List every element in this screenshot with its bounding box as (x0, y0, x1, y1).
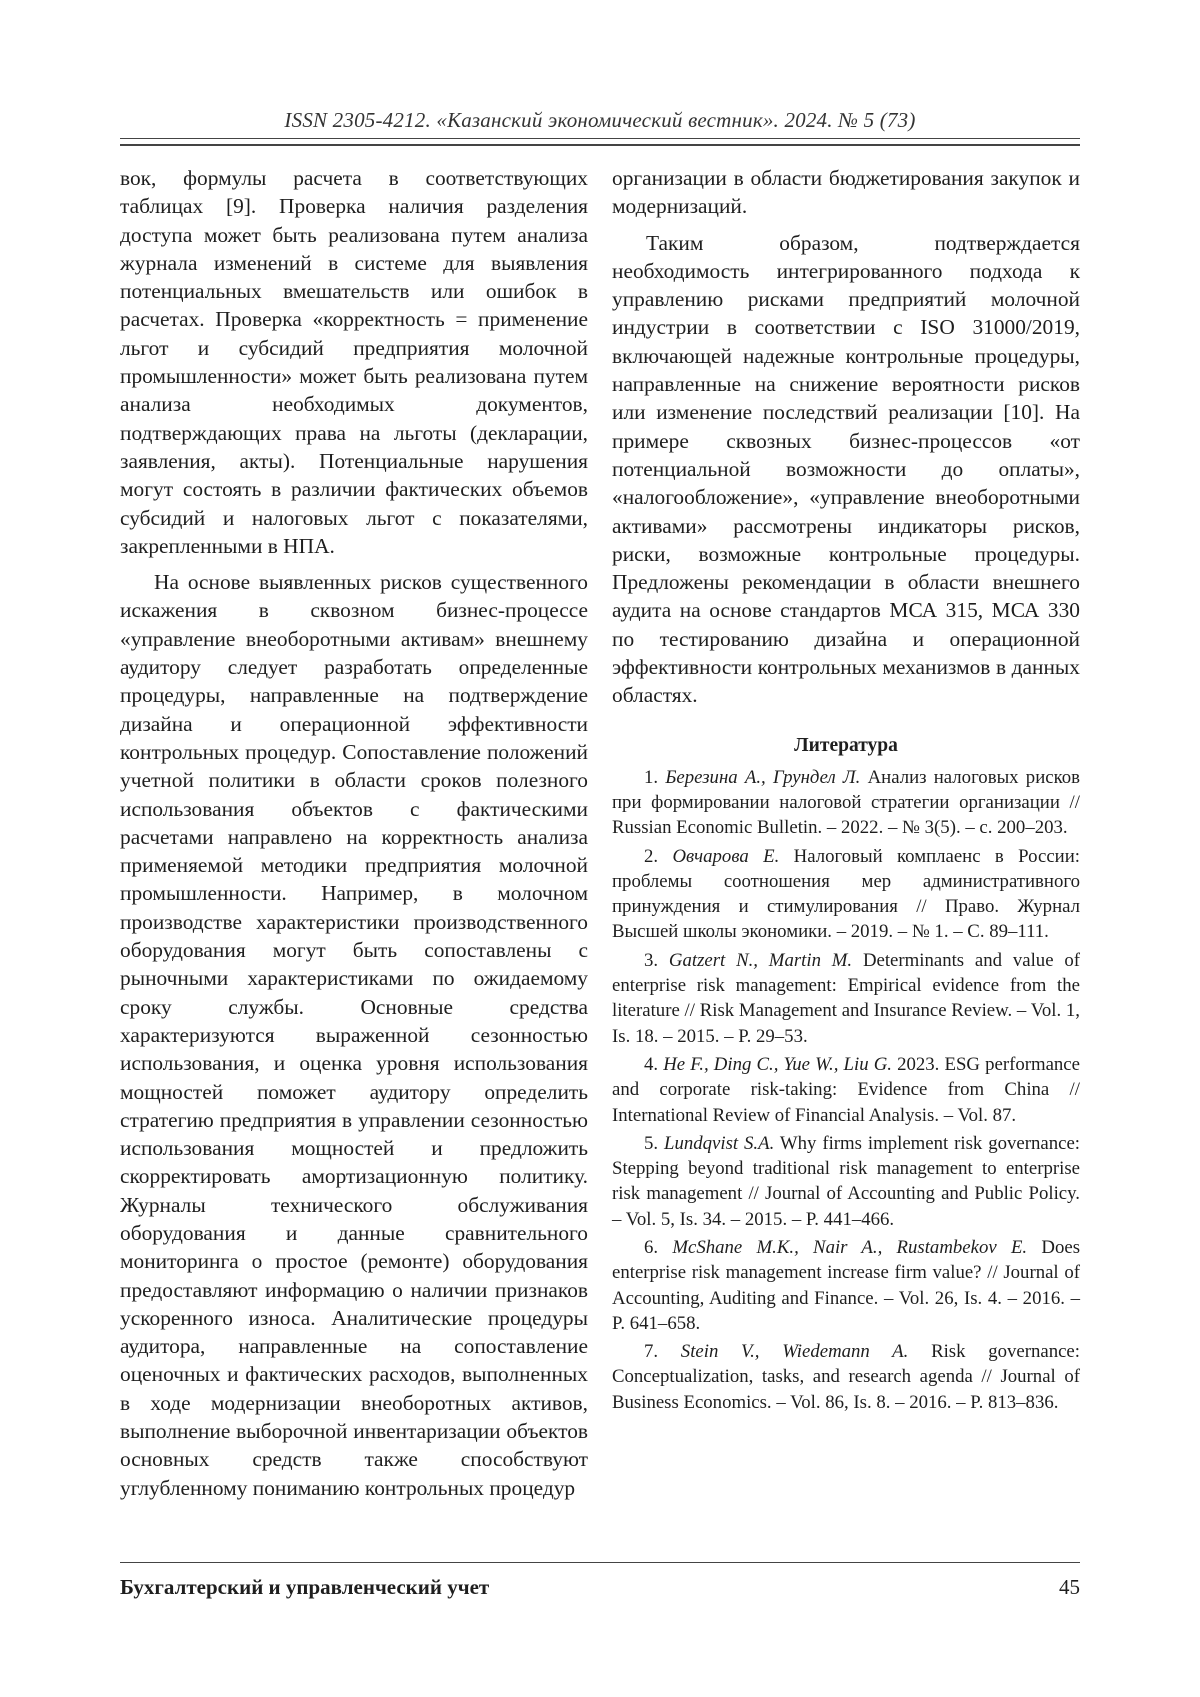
header-rule (120, 138, 1080, 146)
reference-authors: Stein V., Wiedemann A. (680, 1341, 909, 1363)
reference-number: 3. (644, 949, 659, 971)
reference-item (612, 765, 1080, 841)
literature-title: Литература (794, 734, 898, 756)
reference-number: 2. (644, 845, 659, 867)
reference-details: Risk governance: Conceptualization, tasks, and research agenda // Journal of Business Economics. – Vol. 86, Is. 8. – 2016. – P. 813–836. (612, 1341, 1080, 1413)
reference-authors: McShane M.K., Nair A., Rustambekov E. (672, 1236, 1028, 1258)
reference-number: 5. (644, 1132, 659, 1154)
reference-details: 2023. ESG performance and corporate risk-taking: Evidence from China // International Review of Financial Analysis. – Vol. 87. (612, 1053, 1080, 1126)
running-header: ISSN 2305-4212. «Казанский экономический вестник». 2024. № 5 (73) (284, 108, 916, 132)
body-paragraph: Таким образом, подтверждается необходимость интегрированного подхода к управлению рисками предприятий молочной индустрии в соответствии с ISO 31000/2019, включающей надежные контрольные процедуры, направленные на снижение вероятности рисков или изменение последствий реализации [10]. На примере сквозных бизнес-процессов «от потенциальной возможности до оплаты», «налогообложение», «управление внеоборотными активами» рассмотрены индикаторы рисков, риски, возможные контрольные процедуры. Предложены рекомендации в области внешнего аудита на основе стандартов МСА 315, МСА 330 по тестированию дизайна и операционной эффективности контрольных механизмов в данных областях. (612, 230, 1080, 708)
reference-item (612, 1052, 1080, 1128)
reference-authors: Березина А., Грундел Л. (665, 766, 861, 788)
reference-authors: Lundqvist S.A. (664, 1132, 775, 1154)
reference-number: 1. (644, 766, 659, 788)
page-number: 45 (1059, 1575, 1080, 1599)
body-paragraph: организации в области бюджетирования закупок и модернизаций. (612, 166, 1080, 219)
footer-rule (120, 1562, 1080, 1563)
left-column (120, 164, 588, 1510)
reference-authors: Овчарова Е. (672, 845, 780, 867)
reference-item (612, 1131, 1080, 1232)
reference-authors: He F., Ding C., Yue W., Liu G. (663, 1053, 892, 1075)
reference-number: 6. (644, 1236, 659, 1258)
body-paragraph: На основе выявленных рисков существенного искажения в сквозном бизнес-процессе «управление внеоборотными активам» внешнему аудитору следует разработать определенные процедуры, направленные на подтверждение дизайна и операционной эффективности контрольных процедур. Сопоставление положений учетной политики в области сроков полезного использования объектов с фактическими расчетами направлено на корректность анализа применяемой методики предприятия молочной промышленности. Например, в молочном производстве характеристики производственного оборудования могут быть сопоставлены с рыночными характеристиками по ожидаемому сроку службы. Основные средства характеризуются выраженной сезонностью использования, и оценка уровня использования мощностей поможет аудитору определить стратегию предприятия в управлении сезонностью использования мощностей и предложить скорректировать амортизационную политику. Журналы технического обслуживания оборудования и данные сравнительного мониторинга о простое (ремонте) оборудования предоставляют информацию о наличии признаков ускоренного износа. Аналитические процедуры аудитора, направленные на сопоставление оценочных и фактических расходов, выполненных в ходе модернизации внеоборотных активов, выполнение выборочной инвентаризации объектов основных средств также способствуют углубленному пониманию контрольных процедур (120, 570, 588, 1500)
reference-item (612, 948, 1080, 1049)
body-paragraph: вок, формулы расчета в соответствующих таблицах [9]. Проверка наличия разделения доступа может быть реализована путем анализа журнала изменений в системе для выявления потенциальных вмешательств или ошибок в расчетах. Проверка «корректность = применение льгот и субсидий предприятия молочной промышленности» может быть реализована путем анализа необходимых документов, подтверждающих права на льготы (декларации, заявления, акты). Потенциальные нарушения могут состоять в различии фактических объемов субсидий и налоговых льгот с показателями, закрепленными в НПА. (120, 166, 588, 558)
reference-item (612, 1339, 1080, 1415)
footer-section-title: Бухгалтерский и управленческий учет (120, 1575, 490, 1599)
reference-item (612, 844, 1080, 945)
reference-item (612, 1235, 1080, 1336)
reference-authors: Gatzert N., Martin M. (668, 949, 853, 971)
reference-details: Налоговый комплаенс в России: проблемы соотношения мер административного принуждения и стимулирования // Право. Журнал Высшей школы экономики. – 2019. – № 1. – С. 89–111. (612, 845, 1080, 943)
reference-details: Determinants and value of enterprise risk management: Empirical evidence from the literature // Risk Management and Insurance Review. – Vol. 1, Is. 18. – 2015. – P. 29–53. (612, 949, 1080, 1047)
right-column (612, 164, 1080, 1418)
reference-details: Why firms implement risk governance: Stepping beyond traditional risk management to enterprise risk management // Journal of Accounting and Public Policy. – Vol. 5, Is. 34. – 2015. – P. 441–466. (612, 1132, 1081, 1230)
reference-number: 7. (644, 1341, 659, 1363)
reference-details: Анализ налоговых рисков при формировании налоговой стратегии организации // Russian Economic Bulletin. – 2022. – № 3(5). – с. 200–203. (612, 766, 1081, 839)
reference-details: Does enterprise risk management increase firm value? // Journal of Accounting, Auditing and Finance. – Vol. 26, Is. 4. – 2016. – P. 641–658. (612, 1236, 1081, 1334)
reference-list (612, 765, 1080, 1415)
reference-number: 4. (644, 1053, 659, 1075)
